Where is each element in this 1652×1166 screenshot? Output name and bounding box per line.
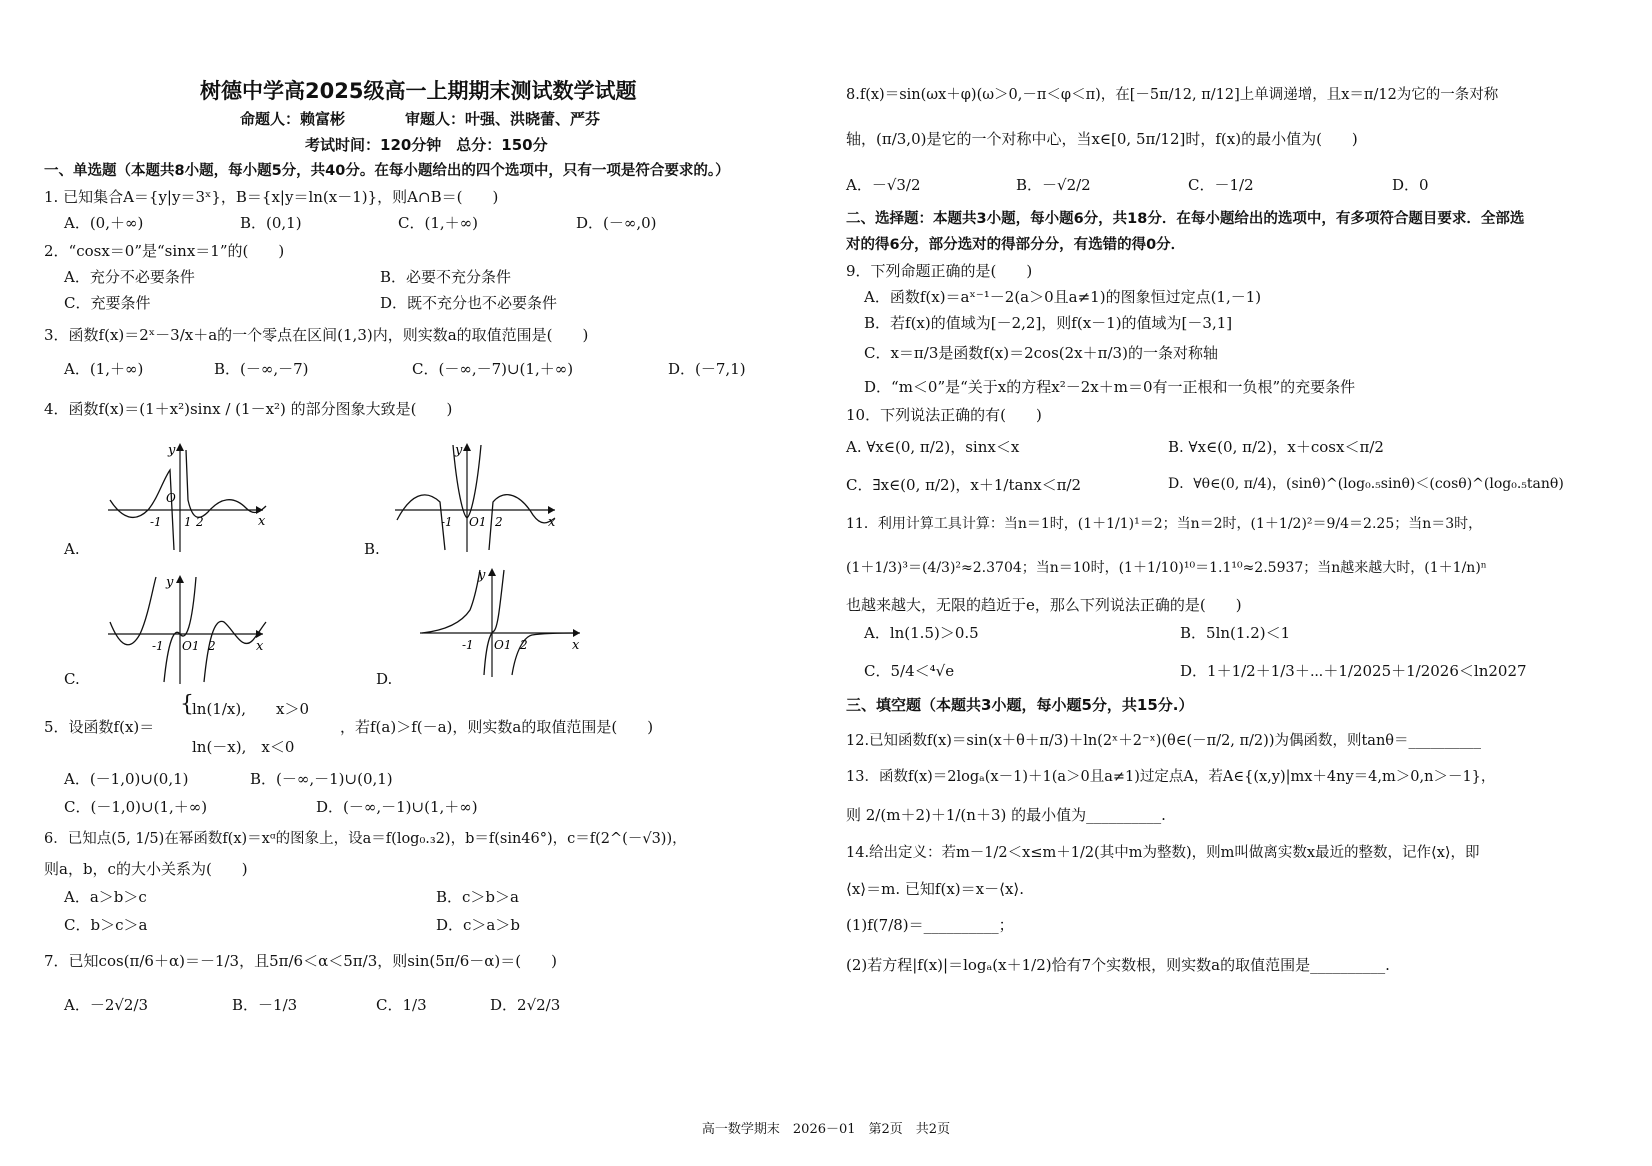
q4a-neg1: -1: [150, 515, 162, 529]
q7-stem: 7．已知cos(π/6＋α)＝－1/3，且5π/6＜α＜5π/3，则sin(5π/6－α)＝( ): [44, 952, 557, 970]
q2-stem: 2．“cosx＝0”是“sinx＝1”的( ): [44, 242, 285, 260]
q4-option-a: A.: [64, 540, 80, 558]
q5-stem-suffix: ，若f(a)＞f(－a)，则实数a的取值范围是( ): [340, 718, 654, 736]
q13-stem2: 则 2/(m＋2)＋1/(n＋3) 的最小值为__________.: [846, 806, 1166, 824]
q4-option-c: C.: [64, 670, 80, 688]
q1-stem: 1. 已知集合A＝{y|y＝3ˣ}，B＝{x|y＝ln(x－1)}，则A∩B＝( ): [44, 188, 499, 206]
q1-option-c: C．(1,＋∞): [398, 214, 478, 232]
q4a-two: 2: [196, 515, 204, 529]
q4-graph-d: [420, 565, 585, 680]
q10-option-c: C．∃x∈(0, π/2)，x＋1/tanx＜π/2: [846, 476, 1082, 494]
q10-option-a: A. ∀x∈(0, π/2)，sinx＜x: [846, 438, 1020, 456]
q4a-y-label: y: [168, 443, 176, 458]
q6-option-b: B．c＞b＞a: [436, 888, 519, 906]
q4c-x-label: x: [256, 639, 264, 654]
q3-option-d: D．(－7,1): [668, 360, 746, 378]
q4b-neg1: -1: [441, 515, 453, 529]
q3-option-c: C．(－∞,－7)∪(1,＋∞): [412, 360, 574, 378]
q4-graph-c: [108, 572, 268, 687]
q11-option-d: D．1＋1/2＋1/3＋⋯＋1/2025＋1/2026＜ln2027: [1180, 662, 1527, 680]
q4-stem: 4．函数f(x)＝(1＋x²)sinx / (1－x²) 的部分图象大致是( ): [44, 400, 453, 418]
q4c-y-label: y: [166, 575, 174, 590]
q4-option-b: B.: [364, 540, 380, 558]
q8-option-d: D．0: [1392, 176, 1429, 194]
q3-option-a: A．(1,＋∞): [64, 360, 144, 378]
q4c-neg1: -1: [152, 639, 164, 653]
q3-option-b: B．(－∞,－7): [214, 360, 309, 378]
q4b-y-label: y: [455, 443, 463, 458]
q7-option-d: D．2√2/3: [490, 996, 561, 1014]
section3-heading: 三、填空题（本题共3小题，每小题5分，共15分.）: [846, 696, 1194, 714]
q4b-x-label: x: [548, 515, 556, 530]
q14-part2: (2)若方程|f(x)|＝logₐ(x＋1/2)恰有7个实数根，则实数a的取值范围是__________.: [846, 956, 1390, 974]
q10-stem: 10．下列说法正确的有( ): [846, 406, 1042, 424]
q5-case2: ln(－x), x＜0: [192, 738, 295, 756]
q9-option-d: D．“m＜0”是“关于x的方程x²－2x＋m＝0有一正根和一负根”的充要条件: [864, 378, 1356, 396]
q14-stem2: ⟨x⟩＝m. 已知f(x)＝x－⟨x⟩.: [846, 880, 1025, 898]
q1-option-d: D．(－∞,0): [576, 214, 657, 232]
authors: 命题人：赖富彬 审题人：叶强、洪晓蕾、严芬: [240, 110, 601, 128]
page-footer: 高一数学期末 2026－01 第2页 共2页: [701, 1122, 951, 1137]
q4b-o1: O1: [469, 515, 487, 529]
q4d-x-label: x: [572, 638, 580, 653]
q5-case1: ln(1/x), x＞0: [192, 700, 309, 718]
q2-option-d: D．既不充分也不必要条件: [380, 294, 558, 312]
q4a-x-label: x: [258, 514, 266, 529]
q8-option-a: A．－√3/2: [846, 176, 921, 194]
section1-heading: 一、单选题（本题共8小题，每小题5分，共40分。在每小题给出的四个选项中，只有一项是符合要求的。）: [44, 163, 730, 179]
q5-brace: {: [180, 692, 194, 717]
q11-option-b: B．5ln(1.2)＜1: [1180, 624, 1291, 642]
section2-heading: 二、选择题：本题共3小题，每小题6分，共18分．在每小题给出的选项中，有多项符合题目要求．全部选: [846, 211, 1525, 227]
q11-stem2: (1＋1/3)³＝(4/3)²≈2.3704；当n＝10时，(1＋1/10)¹⁰＝1.1¹⁰≈2.5937；当n越来越大时，(1＋1/n)ⁿ: [846, 560, 1487, 576]
q3-stem: 3．函数f(x)＝2ˣ－3/x＋a的一个零点在区间(1,3)内，则实数a的取值范围是( ): [44, 326, 589, 344]
q8-option-b: B．－√2/2: [1016, 176, 1091, 194]
q4d-two: 2: [520, 638, 528, 652]
q8-stem2: 轴，(π/3,0)是它的一个对称中心，当x∈[0, 5π/12]时，f(x)的最小值为( ): [846, 130, 1358, 148]
exam-info: 考试时间：120分钟 总分：150分: [305, 136, 548, 154]
q5-option-d: D．(－∞,－1)∪(1,＋∞): [316, 798, 478, 816]
q11-option-a: A．ln(1.5)＞0.5: [864, 624, 979, 642]
q4d-o1: O1: [494, 638, 512, 652]
q6-option-a: A．a＞b＞c: [64, 888, 147, 906]
q4b-two: 2: [495, 515, 503, 529]
q4-graph-b: [395, 440, 560, 555]
q2-option-b: B．必要不充分条件: [380, 268, 512, 286]
q7-option-b: B．－1/3: [232, 996, 298, 1014]
q6-option-c: C．b＞c＞a: [64, 916, 148, 934]
q2-option-a: A．充分不必要条件: [64, 268, 195, 286]
q5-option-b: B．(－∞,－1)∪(0,1): [250, 770, 393, 788]
q5-option-c: C．(－1,0)∪(1,＋∞): [64, 798, 208, 816]
q2-option-c: C．充要条件: [64, 294, 151, 312]
q6-stem2: 则a，b，c的大小关系为( ): [44, 860, 248, 878]
q12-stem: 12.已知函数f(x)＝sin(x＋θ＋π/3)＋ln(2ˣ＋2⁻ˣ)(θ∈(－π/2, π/2))为偶函数，则tanθ＝__________: [846, 733, 1482, 749]
q11-stem: 11．利用计算工具计算：当n＝1时，(1＋1/1)¹＝2；当n＝2时，(1＋1/2)²＝9/4＝2.25；当n＝3时，: [846, 516, 1483, 532]
q4a-origin: O: [166, 491, 176, 505]
q1-option-b: B．(0,1): [240, 214, 302, 232]
q10-option-b: B. ∀x∈(0, π/2)，x＋cosx＜π/2: [1168, 438, 1384, 456]
q4d-neg1: -1: [462, 638, 474, 652]
q4a-one: 1: [184, 515, 192, 529]
q8-option-c: C．－1/2: [1188, 176, 1254, 194]
q11-stem3: 也越来越大，无限的趋近于e，那么下列说法正确的是( ): [846, 596, 1242, 614]
q9-option-c: C．x＝π/3是函数f(x)＝2cos(2x＋π/3)的一条对称轴: [864, 344, 1218, 362]
q4c-o1: O1: [182, 639, 200, 653]
q4d-y-label: y: [478, 568, 486, 583]
q10-option-d: D．∀θ∈(0, π/4)，(sinθ)^(log₀.₅sinθ)＜(cosθ)^(log₀.₅tanθ): [1168, 476, 1564, 492]
q6-option-d: D．c＞a＞b: [436, 916, 520, 934]
q5-stem-prefix: 5．设函数f(x)＝: [44, 718, 155, 736]
q7-option-a: A．－2√2/3: [64, 996, 149, 1014]
q13-stem: 13．函数f(x)＝2logₐ(x－1)＋1(a＞0且a≠1)过定点A，若A∈{(x,y)|mx＋4ny＝4,m＞0,n＞－1}，: [846, 769, 1496, 785]
q11-option-c: C．5/4＜⁴√e: [864, 662, 955, 680]
q5-option-a: A．(－1,0)∪(0,1): [64, 770, 189, 788]
q9-option-b: B．若f(x)的值域为[－2,2]，则f(x－1)的值域为[－3,1]: [864, 314, 1233, 332]
q4-option-d: D.: [376, 670, 393, 688]
q14-part1: (1)f(7/8)＝__________；: [846, 916, 1014, 934]
q6-stem: 6．已知点(5, 1/5)在幂函数f(x)＝xᵅ的图象上，设a＝f(log₀.₃2)，b＝f(sin46°)，c＝f(2^(－√3))，: [44, 831, 687, 847]
q14-stem: 14.给出定义：若m－1/2＜x≤m＋1/2(其中m为整数)，则m叫做离实数x最近的整数，记作⟨x⟩，即: [846, 845, 1480, 861]
page-title: 树德中学高2025级高一上期期末测试数学试题: [200, 79, 637, 103]
q7-option-c: C．1/3: [376, 996, 427, 1014]
q9-option-a: A．函数f(x)＝aˣ⁻¹－2(a＞0且a≠1)的图象恒过定点(1,－1): [864, 288, 1262, 306]
q8-stem: 8.f(x)＝sin(ωx＋φ)(ω＞0,－π＜φ＜π)，在[－5π/12, π/12]上单调递增，且x＝π/12为它的一条对称: [846, 87, 1499, 103]
q4c-two: 2: [208, 639, 216, 653]
section2-heading2: 对的得6分，部分选对的得部分分，有选错的得0分．: [846, 237, 1186, 253]
q1-option-a: A．(0,＋∞): [64, 214, 144, 232]
q4-graph-a: [108, 440, 268, 555]
q9-stem: 9．下列命题正确的是( ): [846, 262, 1033, 280]
